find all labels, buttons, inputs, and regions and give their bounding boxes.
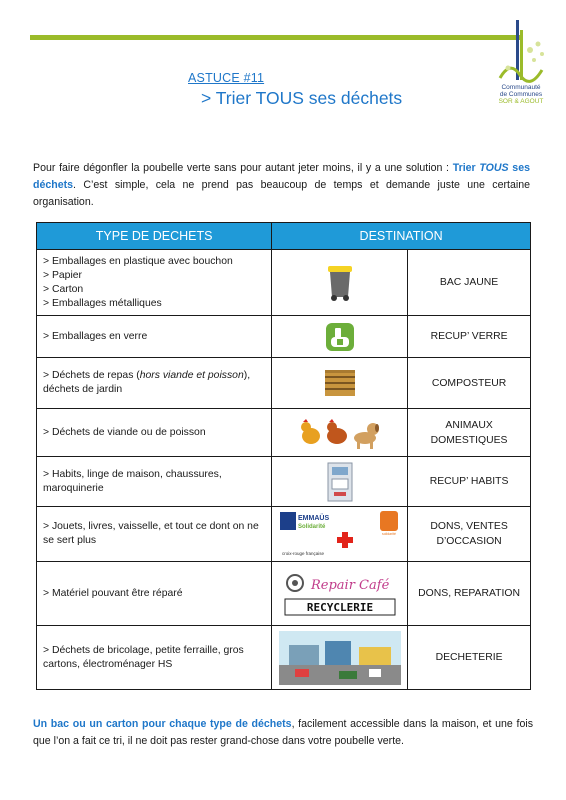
- svg-text:RECYCLERIE: RECYCLERIE: [306, 600, 373, 614]
- image-cell: [272, 316, 408, 358]
- image-cell: [272, 626, 408, 690]
- logo-text: Communauté de Communes SOR & AGOUT: [498, 84, 544, 105]
- clothes-container-icon: [325, 461, 355, 503]
- table-row: [37, 457, 531, 507]
- compost-bin-icon: [323, 368, 357, 398]
- image-cell: [272, 358, 408, 409]
- image-cell: [272, 562, 408, 626]
- waste-type-cell: > Emballages en verre: [37, 316, 272, 358]
- repair-cafe-icon: [281, 569, 399, 619]
- table-row: [37, 316, 531, 358]
- dump-site-icon: [279, 631, 401, 685]
- svg-text:Solidarité: Solidarité: [297, 524, 326, 530]
- destination-cell: DECHETERIE: [408, 626, 531, 690]
- image-cell: [272, 409, 408, 457]
- waste-type-cell: > Déchets de viande ou de poisson: [37, 409, 272, 457]
- table-row: [37, 250, 531, 316]
- svg-text:Repair Café: Repair Café: [310, 577, 389, 593]
- charity-logos-icon: [278, 509, 402, 559]
- waste-type-cell: > Déchets de repas (hors viande et poisson), déchets de jardin: [37, 358, 272, 409]
- image-cell: [272, 250, 408, 316]
- table-row: [37, 409, 531, 457]
- destination-cell: RECUP’ HABITS: [408, 457, 531, 507]
- col-header-destination: DESTINATION: [272, 223, 531, 250]
- waste-type-cell: > Habits, linge de maison, chaussures, maroquinerie: [37, 457, 272, 507]
- svg-text:solidarité: solidarité: [381, 532, 396, 536]
- tip-label: ASTUCE #11: [188, 71, 265, 85]
- waste-sorting-table: [36, 222, 531, 690]
- destination-cell: RECUP’ VERRE: [408, 316, 531, 358]
- community-logo-icon: [490, 20, 552, 120]
- outro-paragraph: Un bac ou un carton pour chaque type de déchets, facilement accessible dans la maison, et une fois que l’on a fait ce tri, il ne doit pas rester grand-chose dans votre poubelle verte.: [33, 718, 533, 747]
- destination-cell: DONS, REPARATION: [408, 562, 531, 626]
- waste-type-cell: > Déchets de bricolage, petite ferraille, gros cartons, électroménager HS: [37, 626, 272, 690]
- table-row: [37, 507, 531, 562]
- table-row: [37, 358, 531, 409]
- image-cell: [272, 507, 408, 562]
- table-row: [37, 626, 531, 690]
- waste-type-cell: > Jouets, livres, vaisselle, et tout ce dont on ne se sert plus: [37, 507, 272, 562]
- destination-cell: DONS, VENTES D’OCCASION: [408, 507, 531, 562]
- table-header-row: [37, 223, 531, 250]
- col-header-type: TYPE DE DECHETS: [37, 223, 272, 250]
- image-cell: [272, 457, 408, 507]
- destination-cell: ANIMAUX DOMESTIQUES: [408, 409, 531, 457]
- top-rule: [30, 35, 520, 40]
- yellow-bin-icon: [325, 264, 355, 302]
- destination-cell: COMPOSTEUR: [408, 358, 531, 409]
- svg-text:EMMAÜS: EMMAÜS: [297, 515, 329, 522]
- table-row: [37, 562, 531, 626]
- glass-recycling-icon: [324, 321, 356, 353]
- intro-paragraph: Pour faire dégonfler la poubelle verte sans pour autant jeter moins, il y a une solution : Trier TOUS ses déchets. C’est simple, cela ne prend pas beaucoup de temps et demande juste une certaine organisation.: [33, 162, 530, 208]
- svg-text:croix-rouge française: croix-rouge française: [281, 551, 324, 556]
- waste-type-cell: > Matériel pouvant être réparé: [37, 562, 272, 626]
- waste-type-cell: > Emballages en plastique avec bouchon > Papier > Carton > Emballages métalliques: [37, 250, 272, 316]
- page-title: > Trier TOUS ses déchets: [201, 88, 403, 108]
- animals-icon: [297, 416, 383, 450]
- destination-cell: BAC JAUNE: [408, 250, 531, 316]
